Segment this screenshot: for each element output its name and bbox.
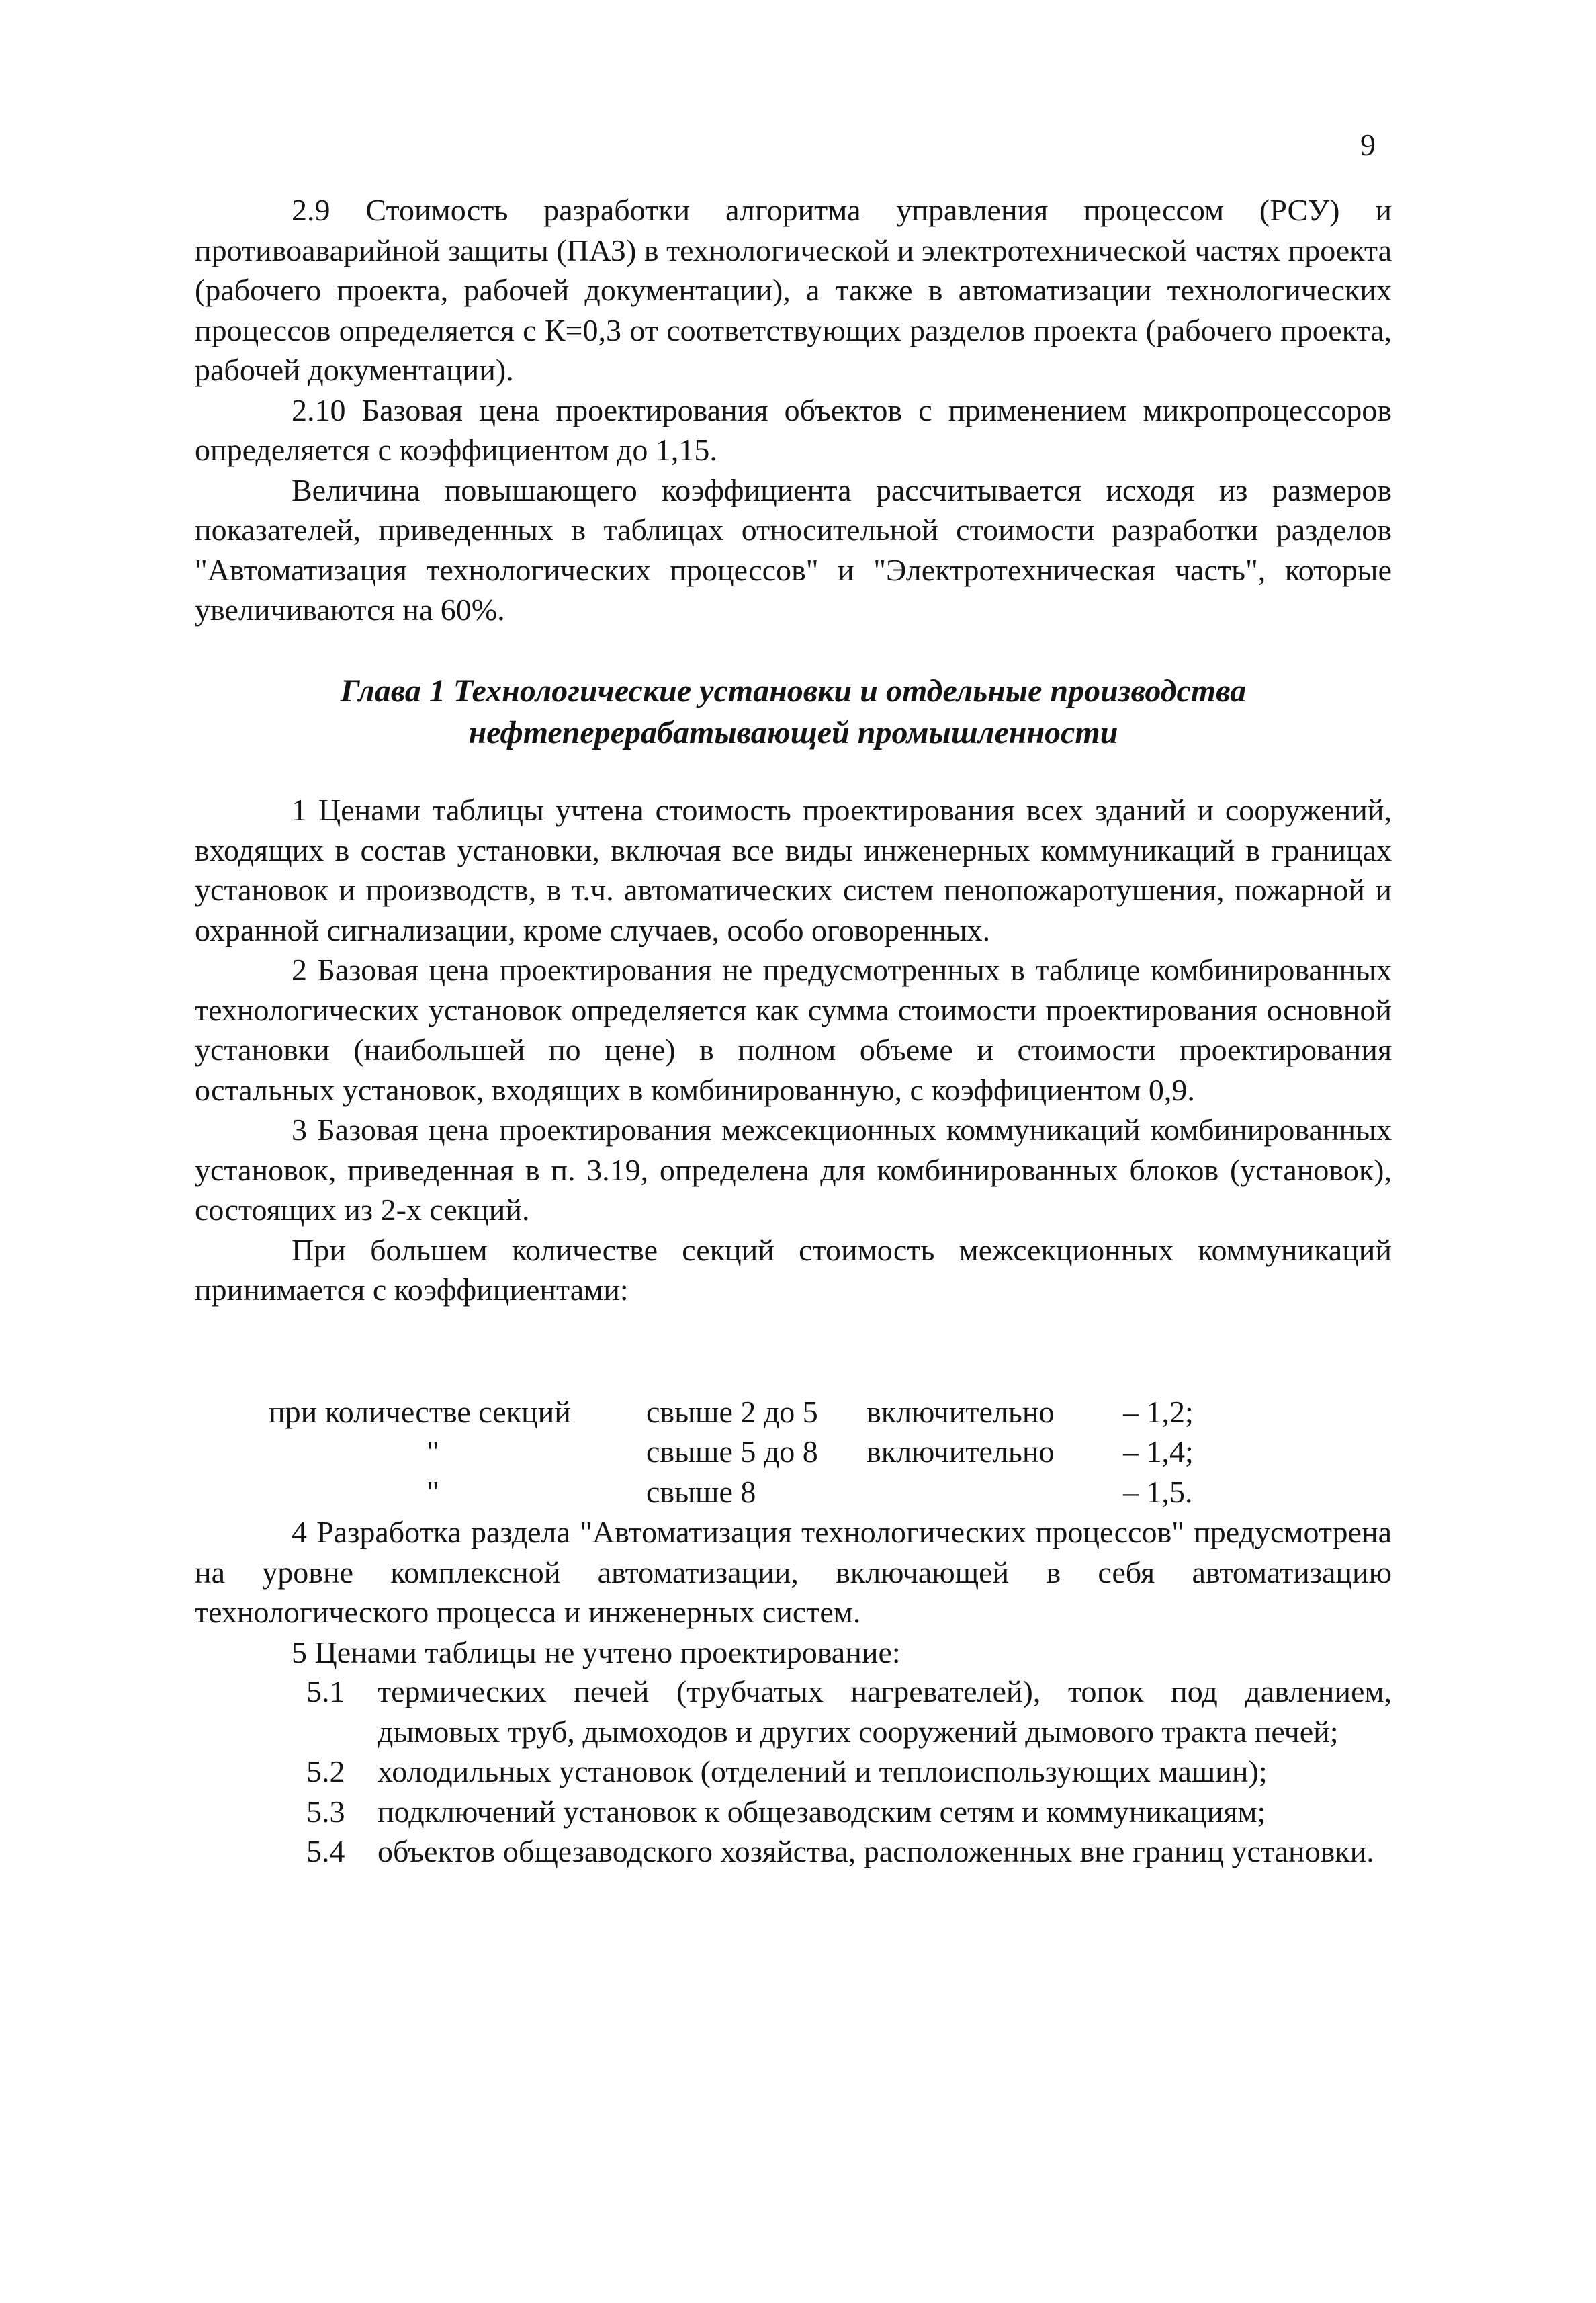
paragraph-2-10: 2.10 Базовая цена проектирования объектов с применением микропроцессоров определяется с коэффициентом до 1,15. [195, 392, 1392, 467]
automation-section [195, 1512, 1392, 1672]
paragraph-1: 1 Ценами таблицы учтена стоимость проектирования всех зданий и сооружений, входящих в состав установки, включая все виды инженерных коммуникаций в границах установок и производств, в т.ч. автоматических систем пенопожаротушения, пожарной и охранной сигнализации, кроме случаев, особо оговоренных. [195, 793, 1392, 947]
list-item-number: 5.3 [306, 1794, 345, 1829]
coefficient-label-ditto: " [427, 1434, 439, 1469]
coefficient-value: – 1,4; [1123, 1434, 1194, 1469]
list-item [195, 1671, 1392, 1751]
coefficient-label-ditto: " [427, 1475, 439, 1509]
intro-section [195, 190, 1392, 630]
paragraph-3: 3 Базовая цена проектирования межсекционных коммуникаций комбинированных установок, приведенная в п. 3.19, определена для комбинированных блоков (установок), состоящих из 2-х секций. [195, 1113, 1392, 1227]
list-item [195, 1831, 1392, 1872]
list-item-number: 5.2 [306, 1754, 345, 1788]
list-item-text: термических печей (трубчатых нагревателей), топок под давлением, дымовых труб, дымоходов и других сооружений дымового тракта печей; [378, 1674, 1392, 1749]
coefficient-mode: включительно [867, 1434, 1055, 1469]
list-item-number: 5.1 [306, 1674, 345, 1708]
list-item-text: подключений установок к общезаводским сетям и коммуникациям; [378, 1794, 1266, 1829]
coefficient-range: свыше 5 до 8 [646, 1434, 818, 1469]
coefficient-row [195, 1472, 1392, 1512]
coefficient-mode: включительно [867, 1395, 1055, 1429]
coefficient-value: – 1,2; [1123, 1395, 1194, 1429]
paragraph-coefficient-note: Величина повышающего коэффициента рассчитывается исходя из размеров показателей, приведенных в таблицах относительной стоимости разработки разделов "Автоматизация технологических процессов" и "Электротехническая часть", которые увеличиваются на 60%. [195, 472, 1392, 627]
page-number: 9 [1360, 128, 1376, 162]
list-item-number: 5.4 [306, 1834, 345, 1868]
paragraph-sections-intro: При большем количестве секций стоимость межсекционных коммуникаций принимается с коэффициентами: [195, 1232, 1392, 1307]
chapter-section [195, 790, 1392, 1310]
coefficient-range: свыше 2 до 5 [646, 1395, 818, 1429]
coefficient-value: – 1,5. [1123, 1475, 1193, 1509]
paragraph-2-9: 2.9 Стоимость разработки алгоритма управления процессом (РСУ) и противоаварийной защиты (ПАЗ) в технологической и электротехнической частях проекта (рабочего проекта, рабочей документации), а также в автоматизации технологических процессов определяется с К=0,3 от соответствующих разделов проекта (рабочего проекта, рабочей документации). [195, 193, 1392, 387]
list-item-text: холодильных установок (отделений и теплоиспользующих машин); [378, 1754, 1268, 1788]
paragraph-4: 4 Разработка раздела "Автоматизация технологических процессов" предусмотрена на уровне комплексной автоматизации, включающей в себя автоматизацию технологического процесса и инженерных систем. [195, 1515, 1392, 1629]
paragraph-5: 5 Ценами таблицы не учтено проектирование: [292, 1635, 901, 1669]
list-item [195, 1792, 1392, 1832]
chapter-heading-line-1: Глава 1 Технологические установки и отдельные производства [340, 673, 1247, 709]
coefficient-label: при количестве секций [269, 1395, 571, 1429]
chapter-heading-line-2: нефтеперерабатывающей промышленности [468, 715, 1118, 750]
coefficient-row [195, 1432, 1392, 1472]
paragraph-2: 2 Базовая цена проектирования не предусмотренных в таблице комбинированных технологических установок определяется как сумма стоимости проектирования основной установки (наибольшей по цене) в полном объеме и стоимости проектирования остальных установок, входящих в комбинированную, с коэффициентом 0,9. [195, 953, 1392, 1107]
list-item-text: объектов общезаводского хозяйства, расположенных вне границ установки. [378, 1834, 1374, 1868]
coefficient-range: свыше 8 [646, 1475, 756, 1509]
coefficient-row [195, 1392, 1392, 1432]
exclusions-list [195, 1671, 1392, 1872]
list-item [195, 1751, 1392, 1792]
chapter-heading [195, 670, 1392, 754]
